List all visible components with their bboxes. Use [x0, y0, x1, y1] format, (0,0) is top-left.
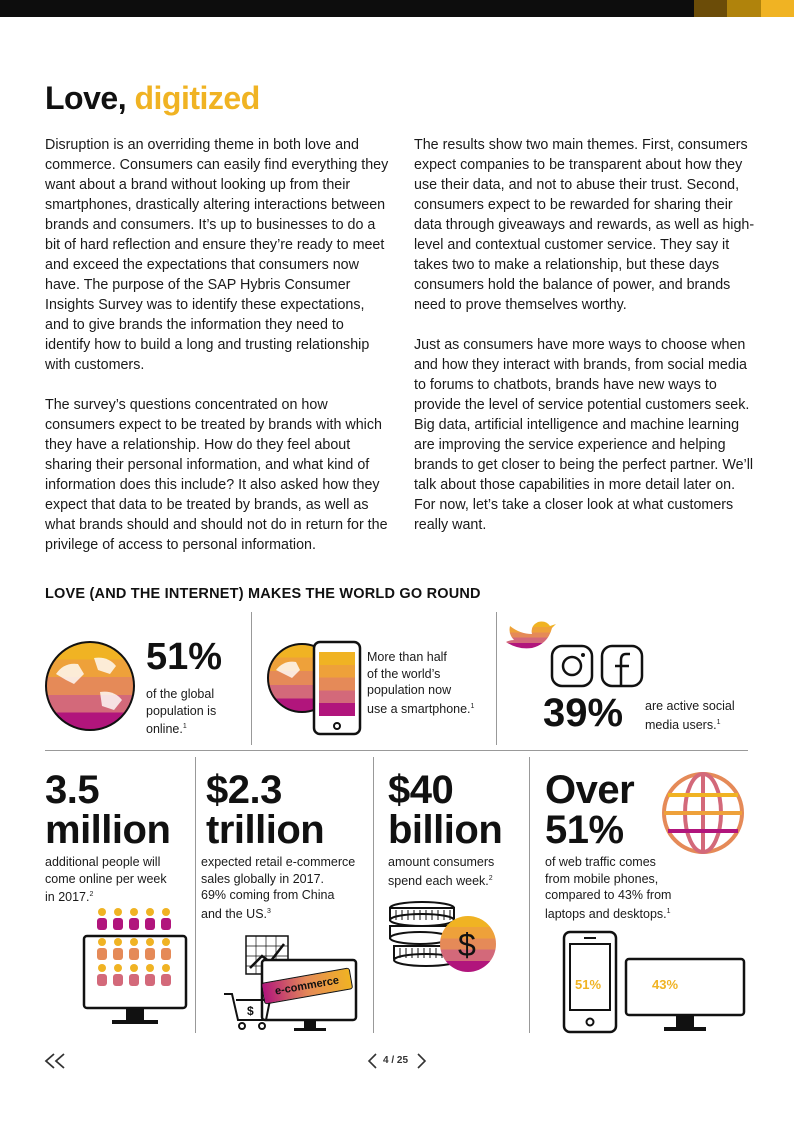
- divider: [251, 612, 252, 745]
- svg-text:$: $: [247, 1004, 254, 1018]
- value-line: trillion: [206, 808, 325, 852]
- text-line: from mobile phones,: [545, 871, 659, 886]
- value-line: $2.3: [206, 768, 282, 812]
- svg-text:$: $: [458, 927, 476, 963]
- footnote-ref: 3: [267, 907, 271, 915]
- right-column: [414, 135, 759, 555]
- value-line: billion: [388, 808, 503, 852]
- smartphone-text: [367, 649, 474, 717]
- value-line: 3.5: [45, 768, 100, 812]
- top-bar-swatch: [727, 0, 761, 17]
- spend-text: [388, 854, 494, 889]
- footnote-ref: 1: [470, 702, 475, 710]
- social-text: [645, 698, 735, 733]
- divider: [529, 757, 530, 1033]
- text-line: laptops and desktops.: [545, 906, 667, 921]
- text-line: in 2017.: [45, 890, 90, 905]
- wireframe-globe-icon: [660, 770, 746, 856]
- desktop-label: 43%: [652, 977, 679, 992]
- text-line: population now: [367, 683, 452, 697]
- footnote-ref: 1: [666, 907, 671, 915]
- prev-page-button[interactable]: [366, 1052, 378, 1070]
- value-line: 51%: [545, 808, 624, 852]
- footnote-ref: 2: [488, 874, 493, 882]
- paragraph: The results show two main themes. First, consumers expect companies to be transparent about how they use their data, and not to abuse their trust. Second, consumers expect to be rewarded for sharing their data through giveaways and rewards, as well as high-level and contextual customer service. They say it takes two to make a relationship, but these days consumers hold the balance of power, and brands need to prove themselves worthy.: [414, 137, 755, 313]
- desktop-icon: [624, 957, 746, 1035]
- mobile-label: 51%: [575, 977, 602, 992]
- next-page-button[interactable]: [416, 1052, 428, 1070]
- footnote-ref: 2: [89, 891, 94, 898]
- people-text: [45, 854, 167, 906]
- traffic-text: [545, 854, 671, 922]
- footnote-ref: 1: [716, 718, 721, 726]
- text-line: spend each week.: [388, 873, 489, 888]
- bird-icon: [504, 620, 556, 664]
- instagram-icon: [550, 644, 594, 688]
- left-column: [45, 135, 390, 575]
- monitor-people-icon: [82, 906, 188, 1030]
- text-line: amount consumers: [388, 855, 495, 869]
- top-bar-swatch: [694, 0, 727, 17]
- text-line: sales globally in 2017.: [201, 871, 324, 886]
- online-text: [146, 686, 216, 738]
- spend-value: [388, 770, 502, 850]
- coins-icon: [388, 900, 500, 980]
- text-line: expected retail e-commerce: [201, 855, 356, 869]
- ecommerce-value: [206, 770, 324, 850]
- text-line: additional people will: [45, 855, 161, 869]
- text-line: population is: [146, 703, 217, 718]
- title-part2: digitized: [134, 80, 260, 116]
- text-line: online.: [146, 722, 183, 737]
- ecommerce-tag: e-commerce: [261, 967, 353, 1004]
- ecommerce-text: [201, 854, 355, 922]
- paragraph: Disruption is an overriding theme in both love and commerce. Consumers can easily find everything they want about a brand without looking up from their smartphones, drastically altering interactions between brands and consumers. It’s up to businesses to do a bit of hard reflection and ensure they’re ready to meet and exceed the expectations that consumers now have. The purpose of the SAP Hybris Consumer Insights Survey was to identify these expectations, and to give brands the information they need to identify how to build a long and trusting relationship with customers.: [45, 137, 389, 373]
- text-line: of web traffic comes: [545, 855, 656, 869]
- text-line: of the world’s: [367, 666, 441, 681]
- infographic-title: LOVE (AND THE INTERNET) MAKES THE WORLD GO ROUND: [45, 586, 481, 602]
- text-line: of the global: [146, 687, 215, 701]
- smartphone-globe-icon: [266, 640, 362, 738]
- top-bar: [0, 0, 794, 17]
- footnote-ref: 1: [182, 723, 187, 730]
- online-value: 51%: [146, 636, 223, 678]
- globe-icon: [44, 640, 136, 732]
- value-line: million: [45, 808, 171, 852]
- paragraph: Just as consumers have more ways to choose when and how they interact with brands, from social media to forums to chatbots, brands have new ways to provide the level of service potential customers seek. Big data, artificial intelligence and machine learning are improving the service experience and helping brands to get closer to being the perfect partner. We’ll talk about those capabilities in more detail later on. For now, let’s take a closer look at what customers really want.: [414, 337, 754, 533]
- facebook-icon: [600, 644, 644, 688]
- page-title: [45, 80, 260, 117]
- text-line: 69% coming from China: [201, 888, 335, 902]
- top-bar-swatch: [761, 0, 794, 17]
- people-value: [45, 770, 170, 850]
- value-line: Over: [545, 768, 635, 812]
- title-part1: Love,: [45, 80, 127, 116]
- text-line: use a smartphone.: [367, 701, 471, 716]
- traffic-value: [545, 770, 634, 850]
- value-line: $40: [388, 768, 454, 812]
- text-line: compared to 43% from: [545, 888, 672, 902]
- divider: [45, 750, 748, 751]
- divider: [373, 757, 374, 1033]
- page-number: 4 / 25: [383, 1055, 409, 1066]
- pagination: [366, 1050, 428, 1072]
- social-value: 39%: [543, 691, 624, 735]
- text-line: and the US.: [201, 906, 268, 921]
- paragraph: The survey’s questions concentrated on how consumers expect to be treated by brands with which they have a relationship. How do they feel about sharing their personal information, and what kind of information does this include? It also asked how they expect that data to be treated by brands, as well as what brands should and should not do in return for the privilege of access to personal information.: [45, 397, 388, 553]
- first-page-button[interactable]: [44, 1052, 66, 1070]
- text-line: media users.: [645, 717, 717, 732]
- text-line: come online per week: [45, 871, 167, 886]
- text-line: More than half: [367, 650, 447, 664]
- text-line: are active social: [645, 699, 735, 713]
- divider: [496, 612, 497, 745]
- divider: [195, 757, 196, 1033]
